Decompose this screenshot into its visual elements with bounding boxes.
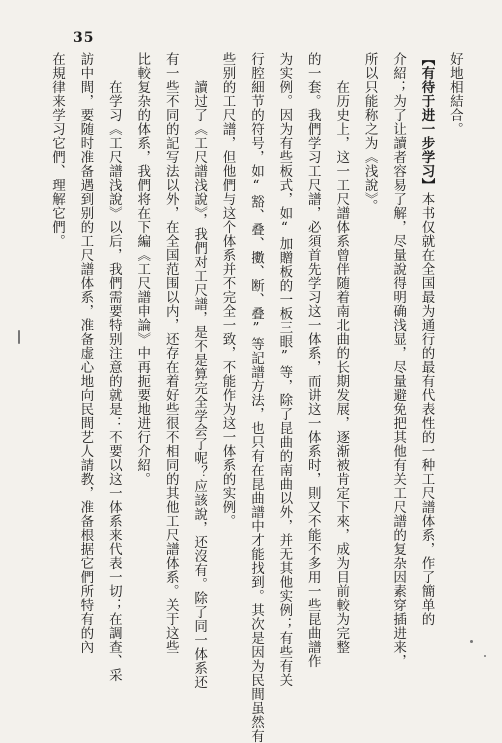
text-column: 有一些不同的記写法以外，在全国范围以内，还存在着好些很不相同的其他工尺譜体系。关于这些	[162, 52, 179, 654]
body-text: 本书仅就在全国最为通行的最有代表性的一种工尺譜体系，作了簡单的	[418, 192, 435, 626]
text-column: 好地相結合。	[446, 52, 463, 136]
page-speck	[470, 640, 473, 643]
text-column: 些别的工尺譜，但他們与这个体系并不完全一致，不能作为这一体系的实例。	[219, 52, 236, 528]
vertical-text-columns	[46, 52, 466, 743]
text-column: 在历史上，这一工尺譜体系曾伴随着南北曲的长期发展，逐渐被肯定下來，成为目前較为完整	[333, 52, 350, 654]
text-column: 为实例。因为有些板式，如“加贈板的一板三眼”等，除了昆曲的南曲以外，并无其他实例；有些有关	[276, 52, 293, 687]
text-column	[415, 52, 437, 652]
text-column: 比較复杂的体系，我們将在下編《工尺譜申論》中再扼要地进行介紹。	[134, 52, 151, 486]
text-column: 在規律来学习它們、理解它們。	[49, 52, 65, 248]
margin-mark	[18, 330, 20, 344]
text-column: 所以只能称之为《浅說》。	[361, 52, 378, 214]
page-speck	[484, 655, 486, 657]
text-column: 介紹；为了让讀者容易了解，尽量說得明确浅显，尽量避免把其他有关工尺譜的复杂因素穿插进来，	[390, 52, 407, 668]
text-column: 訪中間，要随时准备遇到别的工尺譜体系，准备虚心地向民間艺人請教，准备根据它們所特有的內	[77, 52, 94, 654]
text-column: 行腔細节的符号，如“豁、叠、擻、断、叠”等記譜方法，也只有在昆曲譜中才能找到。其次是因为民間虽然有	[247, 52, 264, 743]
section-heading: 【有待于进一步学习】	[418, 52, 435, 192]
text-column: 在学习《工尺譜浅說》以后，我們需要特别注意的就是：不要以这一体系来代表一切；在調查、采	[105, 52, 122, 682]
text-column: 的一套。我們学习工尺譜，必須首先学习这一体系，而讲这一体系时，則又不能不多用一些昆曲譜作	[304, 52, 321, 668]
text-column: 讀过了《工尺譜浅說》，我們对工尺譜，是不是算完全学会了呢？应該說，还沒有。除了同一体系还	[191, 52, 208, 690]
page-number: 35	[73, 30, 95, 46]
